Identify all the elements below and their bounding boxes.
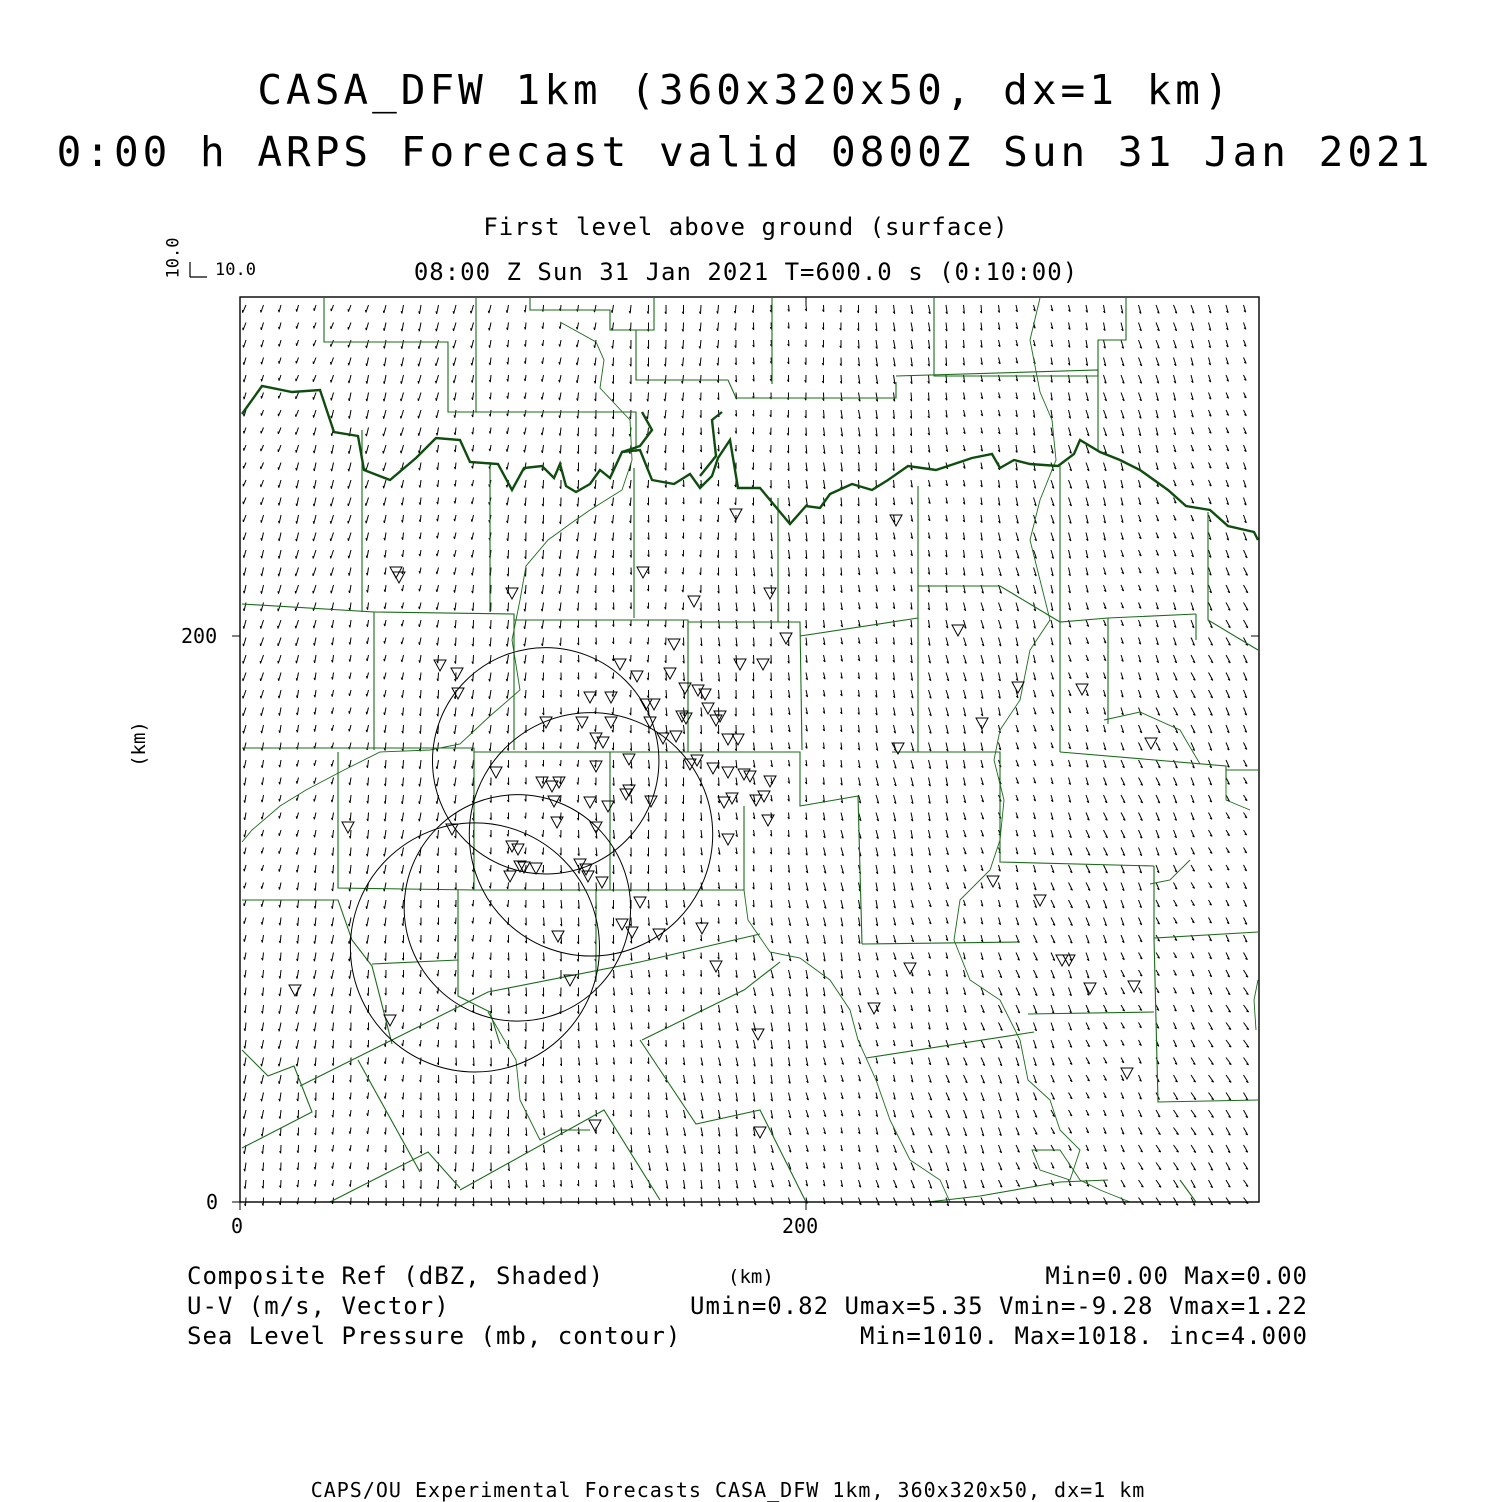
station-marker-icon <box>987 876 999 887</box>
station-marker-icon <box>752 1029 764 1040</box>
station-marker-icon <box>584 797 596 808</box>
station-marker-icon <box>1076 684 1088 695</box>
station-marker-icon <box>536 777 548 788</box>
radar-range-ring <box>469 713 712 956</box>
station-marker-icon <box>764 588 776 599</box>
y-tick-label: 200 <box>181 624 218 648</box>
station-marker-icon <box>904 963 916 974</box>
station-marker-icon <box>757 659 769 670</box>
state-border <box>242 386 1258 540</box>
station-marker-icon <box>668 639 680 650</box>
legend-range-reflectivity: Min=0.00 Max=0.00 <box>1045 1262 1308 1290</box>
station-marker-icon <box>696 923 708 934</box>
station-marker-icon <box>758 791 770 802</box>
station-marker-icon <box>648 699 660 710</box>
y-tick-label: 0 <box>206 1190 219 1214</box>
station-marker-icon <box>1084 983 1096 994</box>
station-marker-icon <box>580 864 592 875</box>
station-marker-icon <box>780 633 792 644</box>
station-marker-icon <box>1121 1068 1133 1079</box>
station-marker-icon <box>644 717 656 728</box>
x-tick-label: 0 <box>231 1214 244 1238</box>
station-marker-icon <box>722 767 734 778</box>
legend-range-wind: Umin=0.82 Umax=5.35 Vmin=-9.28 Vmax=1.22 <box>690 1292 1308 1320</box>
station-marker-icon <box>614 659 626 670</box>
station-marker-icon <box>762 815 774 826</box>
station-marker-icon <box>589 1120 601 1131</box>
station-marker-icon <box>710 961 722 972</box>
vector-ref-y-label: 10.0 <box>163 237 184 279</box>
vector-ref-x-label: 10.0 <box>215 260 256 280</box>
station-marker-icon <box>504 871 516 882</box>
station-marker-icon <box>605 692 617 703</box>
station-marker-icon <box>976 718 988 729</box>
x-axis-label: (km) <box>728 1266 774 1288</box>
station-marker-icon <box>596 877 608 888</box>
station-marker-icon <box>679 683 691 694</box>
station-marker-icon <box>552 931 564 942</box>
station-marker-icon <box>623 754 635 765</box>
station-marker-icon <box>551 817 563 828</box>
time-label: 08:00 Z Sun 31 Jan 2021 T=600.0 s (0:10:00) <box>413 258 1079 286</box>
station-marker-icon <box>576 717 588 728</box>
station-marker-icon <box>451 668 463 679</box>
station-marker-icon <box>657 733 669 744</box>
chart-title: CASA_DFW 1km (360x320x50, dx=1 km) <box>257 66 1233 114</box>
legend-range-pressure: Min=1010. Max=1018. inc=4.000 <box>859 1322 1308 1350</box>
station-marker-icon <box>393 572 405 583</box>
station-marker-icon <box>530 863 542 874</box>
legend-field-wind: U-V (m/s, Vector) <box>187 1292 450 1320</box>
station-marker-icon <box>602 801 614 812</box>
station-marker-icon <box>754 1127 766 1138</box>
station-marker-icon <box>722 834 734 845</box>
level-label: First level above ground (surface) <box>483 213 1009 241</box>
radar-range-ring <box>432 648 658 874</box>
station-marker-icon <box>582 871 594 882</box>
station-marker-icon <box>670 731 682 742</box>
station-marker-icon <box>637 567 649 578</box>
station-marker-icon <box>688 596 700 607</box>
legend-field-reflectivity: Composite Ref (dBZ, Shaded) <box>187 1262 605 1290</box>
footer-credit: CAPS/OU Experimental Forecasts CASA_DFW 1km, 360x320x50, dx=1 km <box>310 1478 1146 1502</box>
station-marker-icon <box>710 715 722 726</box>
station-marker-icon <box>1128 981 1140 992</box>
x-tick-label: 200 <box>782 1214 819 1238</box>
station-marker-icon <box>631 671 643 682</box>
station-marker-icon <box>868 1003 880 1014</box>
station-marker-icon <box>506 841 518 852</box>
station-marker-icon <box>750 795 762 806</box>
station-marker-icon <box>890 515 902 526</box>
station-marker-icon <box>1145 738 1157 749</box>
station-marker-icon <box>734 659 746 670</box>
chart-subtitle: 0:00 h ARPS Forecast valid 0800Z Sun 31 Jan 2021 <box>56 128 1434 176</box>
station-marker-icon <box>732 734 744 745</box>
station-marker-icon <box>702 703 714 714</box>
vector-reference-icon <box>190 262 207 277</box>
station-marker-icon <box>289 985 301 996</box>
station-marker-icon <box>764 776 776 787</box>
station-marker-icon <box>584 692 596 703</box>
station-marker-icon <box>714 711 726 722</box>
station-marker-icon <box>548 796 560 807</box>
station-marker-icon <box>952 625 964 636</box>
legend-field-pressure: Sea Level Pressure (mb, contour) <box>187 1322 682 1350</box>
station-marker-icon <box>490 767 502 778</box>
y-axis-label: (km) <box>127 721 150 767</box>
station-marker-icon <box>707 763 719 774</box>
station-marker-icon <box>434 660 446 671</box>
station-marker-icon <box>1034 895 1046 906</box>
station-marker-icon <box>722 734 734 745</box>
station-marker-icon <box>605 717 617 728</box>
station-marker-icon <box>342 822 354 833</box>
station-marker-icon <box>634 897 646 908</box>
radar-range-ring <box>350 823 599 1072</box>
axis-ticks <box>232 297 1259 1210</box>
